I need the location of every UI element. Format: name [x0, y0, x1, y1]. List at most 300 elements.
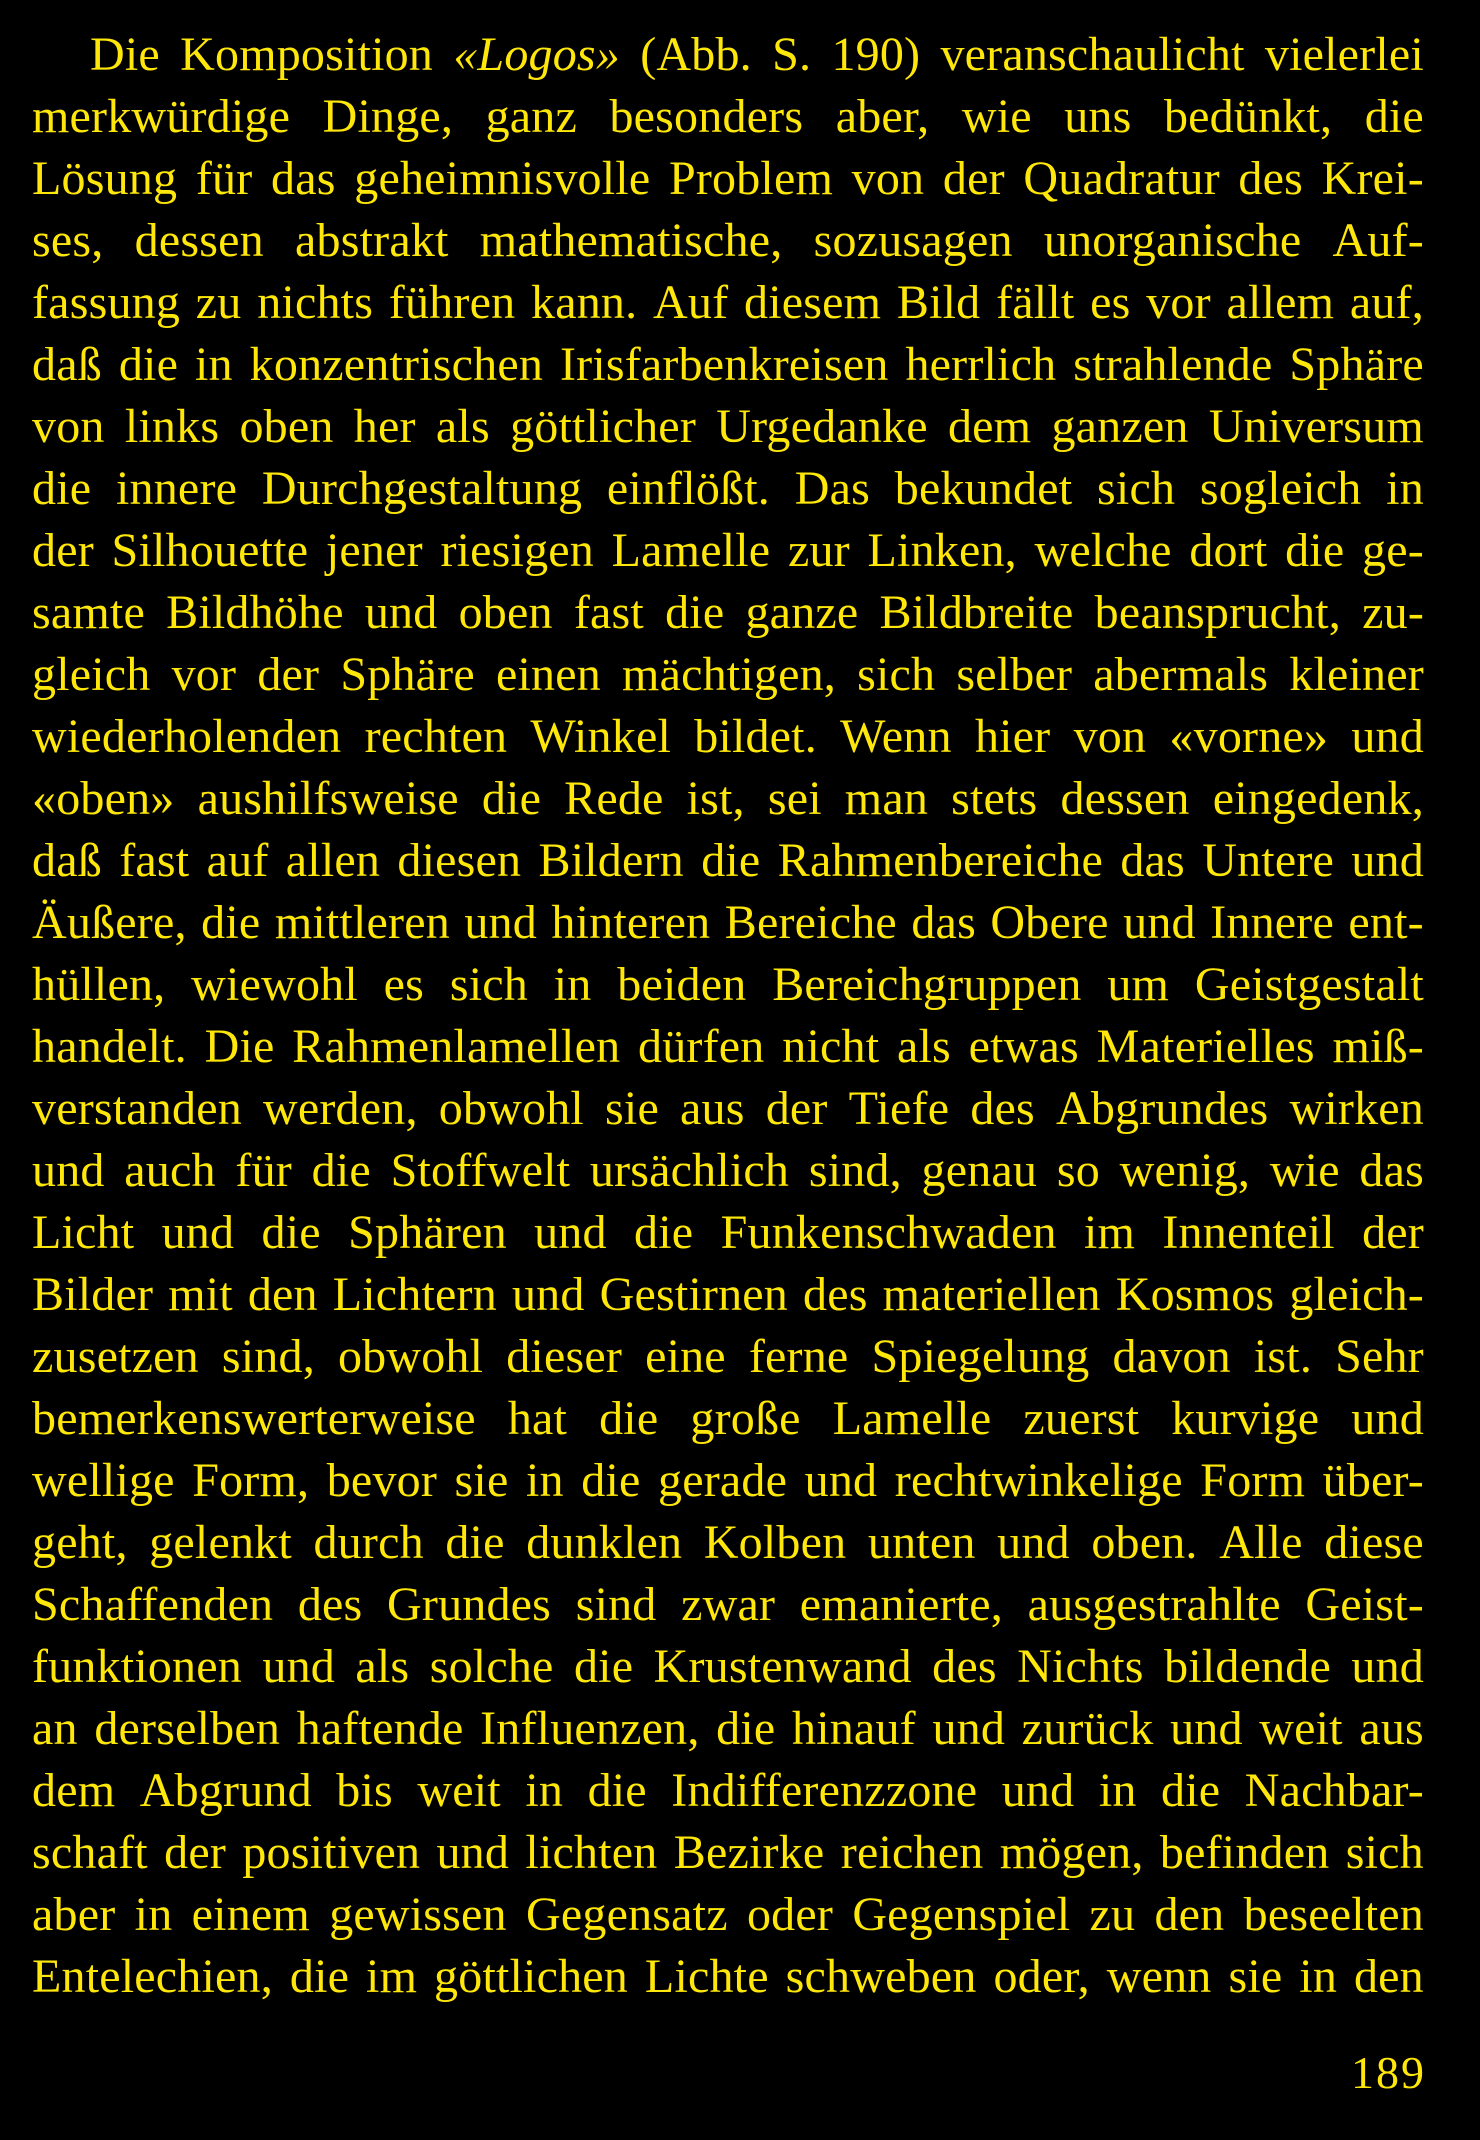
- word: und: [511, 1268, 585, 1321]
- word: das: [911, 896, 976, 949]
- word: Grundes: [387, 1578, 552, 1631]
- word: Sehr: [1335, 1330, 1424, 1383]
- word: nicht: [782, 1020, 880, 1073]
- word: Geist-: [1305, 1578, 1424, 1631]
- word: hinauf: [792, 1702, 916, 1755]
- word: es: [383, 958, 425, 1011]
- word: Linken,: [867, 524, 1017, 577]
- word: lichten: [525, 1826, 658, 1879]
- word: Durchgestaltung: [261, 462, 583, 515]
- word: Quadratur: [1023, 152, 1220, 205]
- word: handelt.: [32, 1020, 187, 1073]
- word: aus: [1359, 1702, 1424, 1755]
- word: beseelten: [1243, 1888, 1424, 1941]
- word: Bereichgruppen: [772, 958, 1082, 1011]
- text-line: [32, 210, 1424, 272]
- word: des: [970, 1082, 1035, 1135]
- word: reichen: [840, 1826, 984, 1879]
- word: veranschaulicht: [940, 28, 1245, 81]
- word: ganze: [745, 586, 859, 639]
- text-line: [32, 1202, 1424, 1264]
- word: ses,: [32, 214, 104, 267]
- word: sind,: [221, 1330, 315, 1383]
- word: aushilfsweise: [197, 772, 459, 825]
- word: Bezirke: [673, 1826, 825, 1879]
- word: abstrakt: [295, 214, 449, 267]
- word: «Logos»: [453, 28, 621, 81]
- word: als: [435, 400, 490, 453]
- word: stets: [951, 772, 1038, 825]
- word: ursächlich: [589, 1144, 790, 1197]
- word: und: [1351, 710, 1424, 763]
- word: Abgrundes: [1055, 1082, 1269, 1135]
- word: (Abb.: [640, 28, 752, 81]
- word: innere: [116, 462, 238, 515]
- word: dem: [32, 1764, 116, 1817]
- word: zuerst: [1023, 1392, 1140, 1445]
- word: samte: [32, 586, 145, 639]
- text-line: [32, 1822, 1424, 1884]
- word: Winkel: [530, 710, 671, 763]
- word: Form: [1200, 1454, 1306, 1507]
- text-line: [32, 582, 1424, 644]
- word: weit: [1259, 1702, 1343, 1755]
- text-line: [32, 954, 1424, 1016]
- word: in: [195, 338, 233, 391]
- word: geheimnisvolle: [354, 152, 651, 205]
- word: die: [289, 1950, 350, 2003]
- word: strahlende: [1073, 338, 1273, 391]
- word: Funkenschwaden: [720, 1206, 1057, 1259]
- word: die: [201, 896, 261, 949]
- word: unten: [867, 1516, 976, 1569]
- word: dürfen: [638, 1020, 765, 1073]
- text-line: [32, 1264, 1424, 1326]
- word: und: [1351, 834, 1424, 887]
- word: obwohl: [438, 1082, 584, 1135]
- word: auf: [206, 834, 269, 887]
- word: zur: [787, 524, 850, 577]
- text-line: [32, 1512, 1424, 1574]
- word: genau: [921, 1144, 1038, 1197]
- word: Rahmenlamellen: [292, 1020, 621, 1073]
- word: hinteren: [551, 896, 711, 949]
- word: aus: [680, 1082, 745, 1135]
- word: Form,: [192, 1454, 310, 1507]
- word: kleiner: [1289, 648, 1424, 701]
- word: den: [1353, 1950, 1424, 2003]
- word: Bildern: [538, 834, 684, 887]
- word: des: [803, 1268, 868, 1321]
- word: über-: [1322, 1454, 1424, 1507]
- word: vor: [171, 648, 237, 701]
- word: in: [553, 958, 592, 1011]
- word: diesem: [744, 276, 882, 329]
- word: bildende: [1164, 1640, 1331, 1693]
- word: gelenkt: [149, 1516, 292, 1569]
- word: und: [1170, 1702, 1243, 1755]
- word: hier: [974, 710, 1051, 763]
- word: daß: [32, 338, 102, 391]
- word: das: [1120, 834, 1185, 887]
- word: Innenteil: [1162, 1206, 1335, 1259]
- word: die: [581, 1454, 641, 1507]
- word: in: [1299, 1950, 1338, 2003]
- text-line: [32, 1450, 1424, 1512]
- word: nichts: [257, 276, 374, 329]
- word: die: [1285, 524, 1345, 577]
- word: die: [481, 772, 542, 825]
- word: die: [1161, 1764, 1221, 1817]
- word: Kosmos: [1115, 1268, 1275, 1321]
- word: Lamelle: [832, 1392, 992, 1445]
- word: sei: [767, 772, 822, 825]
- word: ist.: [1253, 1330, 1313, 1383]
- word: der: [942, 152, 1005, 205]
- word: und: [364, 586, 438, 639]
- word: und: [804, 1454, 878, 1507]
- word: Sphären: [348, 1206, 507, 1259]
- word: positiven: [242, 1826, 421, 1879]
- word: der: [1362, 1206, 1424, 1259]
- word: bekundet: [894, 462, 1073, 515]
- word: des: [932, 1640, 997, 1693]
- word: ent-: [1348, 896, 1424, 949]
- word: Lichte: [644, 1950, 769, 2003]
- text-line: [32, 644, 1424, 706]
- text-line: [32, 892, 1424, 954]
- text-line: [32, 768, 1424, 830]
- page-number: 189: [1351, 2047, 1426, 2098]
- word: etwas: [968, 1020, 1079, 1073]
- word: oben: [239, 400, 334, 453]
- word: die: [634, 1206, 694, 1259]
- word: und: [161, 1206, 235, 1259]
- word: Urgedanke: [716, 400, 928, 453]
- word: allen: [285, 834, 381, 887]
- word: kurvige: [1171, 1392, 1320, 1445]
- word: fassung: [32, 276, 181, 329]
- word: für: [195, 152, 253, 205]
- word: Kolben: [703, 1516, 847, 1569]
- word: zwar: [681, 1578, 776, 1631]
- word: fast: [119, 834, 190, 887]
- word: uns: [1064, 90, 1132, 143]
- word: allem: [1226, 276, 1335, 329]
- word: wenig,: [1119, 1144, 1251, 1197]
- word: göttlichen: [434, 1950, 628, 2003]
- word: Schaffenden: [32, 1578, 274, 1631]
- word: zusetzen: [32, 1330, 199, 1383]
- word: aber: [32, 1888, 116, 1941]
- text-line: [32, 24, 1424, 86]
- word: im: [366, 1950, 418, 2003]
- text-line: [32, 830, 1424, 892]
- word: gerade: [658, 1454, 788, 1507]
- word: Tiefe: [848, 1082, 950, 1135]
- word: die: [665, 586, 725, 639]
- word: auf,: [1349, 276, 1424, 329]
- word: und: [1351, 1392, 1424, 1445]
- word: eine: [645, 1330, 726, 1383]
- word: Lichtern: [332, 1268, 497, 1321]
- word: in: [1098, 1764, 1137, 1817]
- word: Indifferenzzone: [671, 1764, 978, 1817]
- word: beiden: [617, 958, 747, 1011]
- word: wenn: [1106, 1950, 1212, 2003]
- word: eingedenk,: [1212, 772, 1424, 825]
- word: die: [587, 1764, 647, 1817]
- word: Auf-: [1332, 214, 1424, 267]
- text-line: [32, 458, 1424, 520]
- word: man: [844, 772, 929, 825]
- word: einflößt.: [606, 462, 770, 515]
- word: Sphäre: [340, 648, 475, 701]
- word: abermals: [1093, 648, 1269, 701]
- word: der: [32, 524, 94, 577]
- word: ist,: [686, 772, 745, 825]
- text-line: [32, 148, 1424, 210]
- word: sie: [605, 1082, 659, 1135]
- word: mit: [168, 1268, 233, 1321]
- word: Bilder: [32, 1268, 154, 1321]
- word: sie: [1228, 1950, 1283, 2003]
- word: Nichts: [1017, 1640, 1144, 1693]
- text-line: [32, 1636, 1424, 1698]
- word: ganz: [485, 90, 577, 143]
- word: zurück: [1021, 1702, 1154, 1755]
- word: Äußere,: [32, 896, 187, 949]
- word: Sphäre: [1289, 338, 1424, 391]
- word: mathematische,: [479, 214, 783, 267]
- word: bis: [336, 1764, 393, 1817]
- word: von: [32, 400, 105, 453]
- word: sich: [1345, 1826, 1424, 1879]
- text-line: [32, 334, 1424, 396]
- word: an: [32, 1702, 78, 1755]
- word: wirken: [1289, 1082, 1424, 1135]
- word: Dinge,: [322, 90, 454, 143]
- word: schweben: [785, 1950, 977, 2003]
- word: dessen: [134, 214, 264, 267]
- word: die: [599, 1392, 659, 1445]
- word: emanierte,: [799, 1578, 1004, 1631]
- word: Licht: [32, 1206, 135, 1259]
- word: den: [247, 1268, 318, 1321]
- word: der: [765, 1082, 828, 1135]
- word: im: [1083, 1206, 1136, 1259]
- word: gleich: [32, 648, 151, 701]
- word: Innere: [1210, 896, 1334, 949]
- word: dunklen: [526, 1516, 683, 1569]
- word: ganzen: [1051, 400, 1189, 453]
- word: Bildhöhe: [166, 586, 344, 639]
- word: sozusagen: [813, 214, 1013, 267]
- word: und: [932, 1702, 1006, 1755]
- word: von: [851, 152, 925, 205]
- word: durch: [313, 1516, 424, 1569]
- word: Alle: [1219, 1516, 1303, 1569]
- word: sich: [1097, 462, 1176, 515]
- word: als: [896, 1020, 951, 1073]
- word: mächtigen,: [622, 648, 836, 701]
- word: und: [436, 1826, 510, 1879]
- word: und: [1001, 1764, 1075, 1817]
- text-line: [32, 86, 1424, 148]
- word: ge-: [1362, 524, 1424, 577]
- word: sind: [575, 1578, 657, 1631]
- word: befinden: [1159, 1826, 1330, 1879]
- word: Influenzen,: [480, 1702, 700, 1755]
- word: besonders: [609, 90, 804, 143]
- word: ferne: [748, 1330, 849, 1383]
- word: Gegensatz: [526, 1888, 728, 1941]
- word: Lösung: [32, 152, 178, 205]
- word: bedünkt,: [1163, 90, 1333, 143]
- word: Nachbar-: [1244, 1764, 1424, 1817]
- word: diesen: [397, 834, 522, 887]
- word: der: [257, 648, 320, 701]
- word: führen: [388, 276, 516, 329]
- word: links: [124, 400, 220, 453]
- word: sich: [857, 648, 936, 701]
- word: davon: [1112, 1330, 1231, 1383]
- word: miß-: [1332, 1020, 1424, 1073]
- word: und: [997, 1516, 1070, 1569]
- word: und: [1351, 1640, 1424, 1693]
- word: rechten: [364, 710, 508, 763]
- word: jener: [325, 524, 423, 577]
- word: beansprucht,: [1094, 586, 1341, 639]
- word: S.: [772, 28, 812, 81]
- word: die: [311, 1144, 371, 1197]
- text-line: [32, 1760, 1424, 1822]
- word: vielerlei: [1264, 28, 1424, 81]
- text-line: [32, 396, 1424, 458]
- word: merkwürdige: [32, 90, 291, 143]
- word: hüllen,: [32, 958, 166, 1011]
- word: es: [1090, 276, 1131, 329]
- word: und: [262, 1640, 335, 1693]
- word: fast: [573, 586, 644, 639]
- word: in: [134, 1888, 173, 1941]
- word: gewissen: [329, 1888, 507, 1941]
- word: in: [1386, 462, 1424, 515]
- word: hat: [507, 1392, 568, 1445]
- word: die: [261, 1206, 321, 1259]
- word: weit: [417, 1764, 501, 1817]
- word: der: [164, 1826, 227, 1879]
- text-line: [32, 1326, 1424, 1388]
- word: große: [690, 1392, 801, 1445]
- word: Komposition: [180, 28, 434, 81]
- text-line: [32, 1884, 1424, 1946]
- word: Universum: [1208, 400, 1424, 453]
- word: des: [1238, 152, 1303, 205]
- word: unorganische: [1043, 214, 1302, 267]
- word: zu: [195, 276, 242, 329]
- word: oben.: [1091, 1516, 1198, 1569]
- word: in: [525, 1764, 564, 1817]
- word: gleich-: [1289, 1268, 1424, 1321]
- text-line: [32, 1388, 1424, 1450]
- word: dem: [947, 400, 1032, 453]
- word: um: [1107, 958, 1170, 1011]
- word: Wenn: [840, 710, 952, 763]
- word: auch: [124, 1144, 216, 1197]
- word: Problem: [668, 152, 834, 205]
- word: sind,: [808, 1144, 902, 1197]
- word: Das: [794, 462, 870, 515]
- word: verstanden: [32, 1082, 242, 1135]
- word: Stoffwelt: [390, 1144, 571, 1197]
- word: selber: [956, 648, 1073, 701]
- word: die: [701, 834, 761, 887]
- word: wiederholenden: [32, 710, 342, 763]
- word: die: [1364, 90, 1424, 143]
- word: Geistgestalt: [1194, 958, 1424, 1011]
- word: sie: [454, 1454, 509, 1507]
- word: Die: [90, 28, 160, 81]
- word: oben: [458, 586, 553, 639]
- word: Gegenspiel: [852, 1888, 1071, 1941]
- word: konzentrischen: [249, 338, 544, 391]
- word: einen: [495, 648, 601, 701]
- word: und: [1123, 896, 1196, 949]
- word: 190): [831, 28, 921, 81]
- word: rechtwinkelige: [894, 1454, 1183, 1507]
- text-line: [32, 520, 1424, 582]
- word: Untere: [1202, 834, 1335, 887]
- word: Rahmenbereiche: [777, 834, 1104, 887]
- word: die: [445, 1516, 505, 1569]
- word: mögen,: [999, 1826, 1144, 1879]
- text-line: [32, 1698, 1424, 1760]
- word: Krustenwand: [653, 1640, 912, 1693]
- word: geht,: [32, 1516, 128, 1569]
- word: Obere: [990, 896, 1109, 949]
- word: für: [235, 1144, 292, 1197]
- word: Lamelle: [611, 524, 771, 577]
- word: die: [118, 338, 179, 391]
- word: diese: [1324, 1516, 1424, 1569]
- word: als: [355, 1640, 410, 1693]
- word: Irisfarbenkreisen: [559, 338, 889, 391]
- text-line: [32, 706, 1424, 768]
- word: «oben»: [32, 772, 175, 825]
- word: werden,: [263, 1082, 418, 1135]
- word: Bereiche: [724, 896, 897, 949]
- word: Abgrund: [139, 1764, 312, 1817]
- word: Die: [204, 1020, 275, 1073]
- text-line: [32, 1078, 1424, 1140]
- word: in: [525, 1454, 564, 1507]
- word: die: [716, 1702, 776, 1755]
- word: so: [1056, 1144, 1100, 1197]
- word: bevor: [326, 1454, 438, 1507]
- word: den: [1154, 1888, 1225, 1941]
- text-line: [32, 272, 1424, 334]
- word: aber,: [835, 90, 930, 143]
- word: das: [1359, 1144, 1424, 1197]
- word: zu: [1089, 1888, 1136, 1941]
- word: Krei-: [1321, 152, 1424, 205]
- word: mittleren: [274, 896, 450, 949]
- word: einem: [191, 1888, 310, 1941]
- word: welche: [1034, 524, 1172, 577]
- word: Rede: [564, 772, 664, 825]
- word: das: [271, 152, 336, 205]
